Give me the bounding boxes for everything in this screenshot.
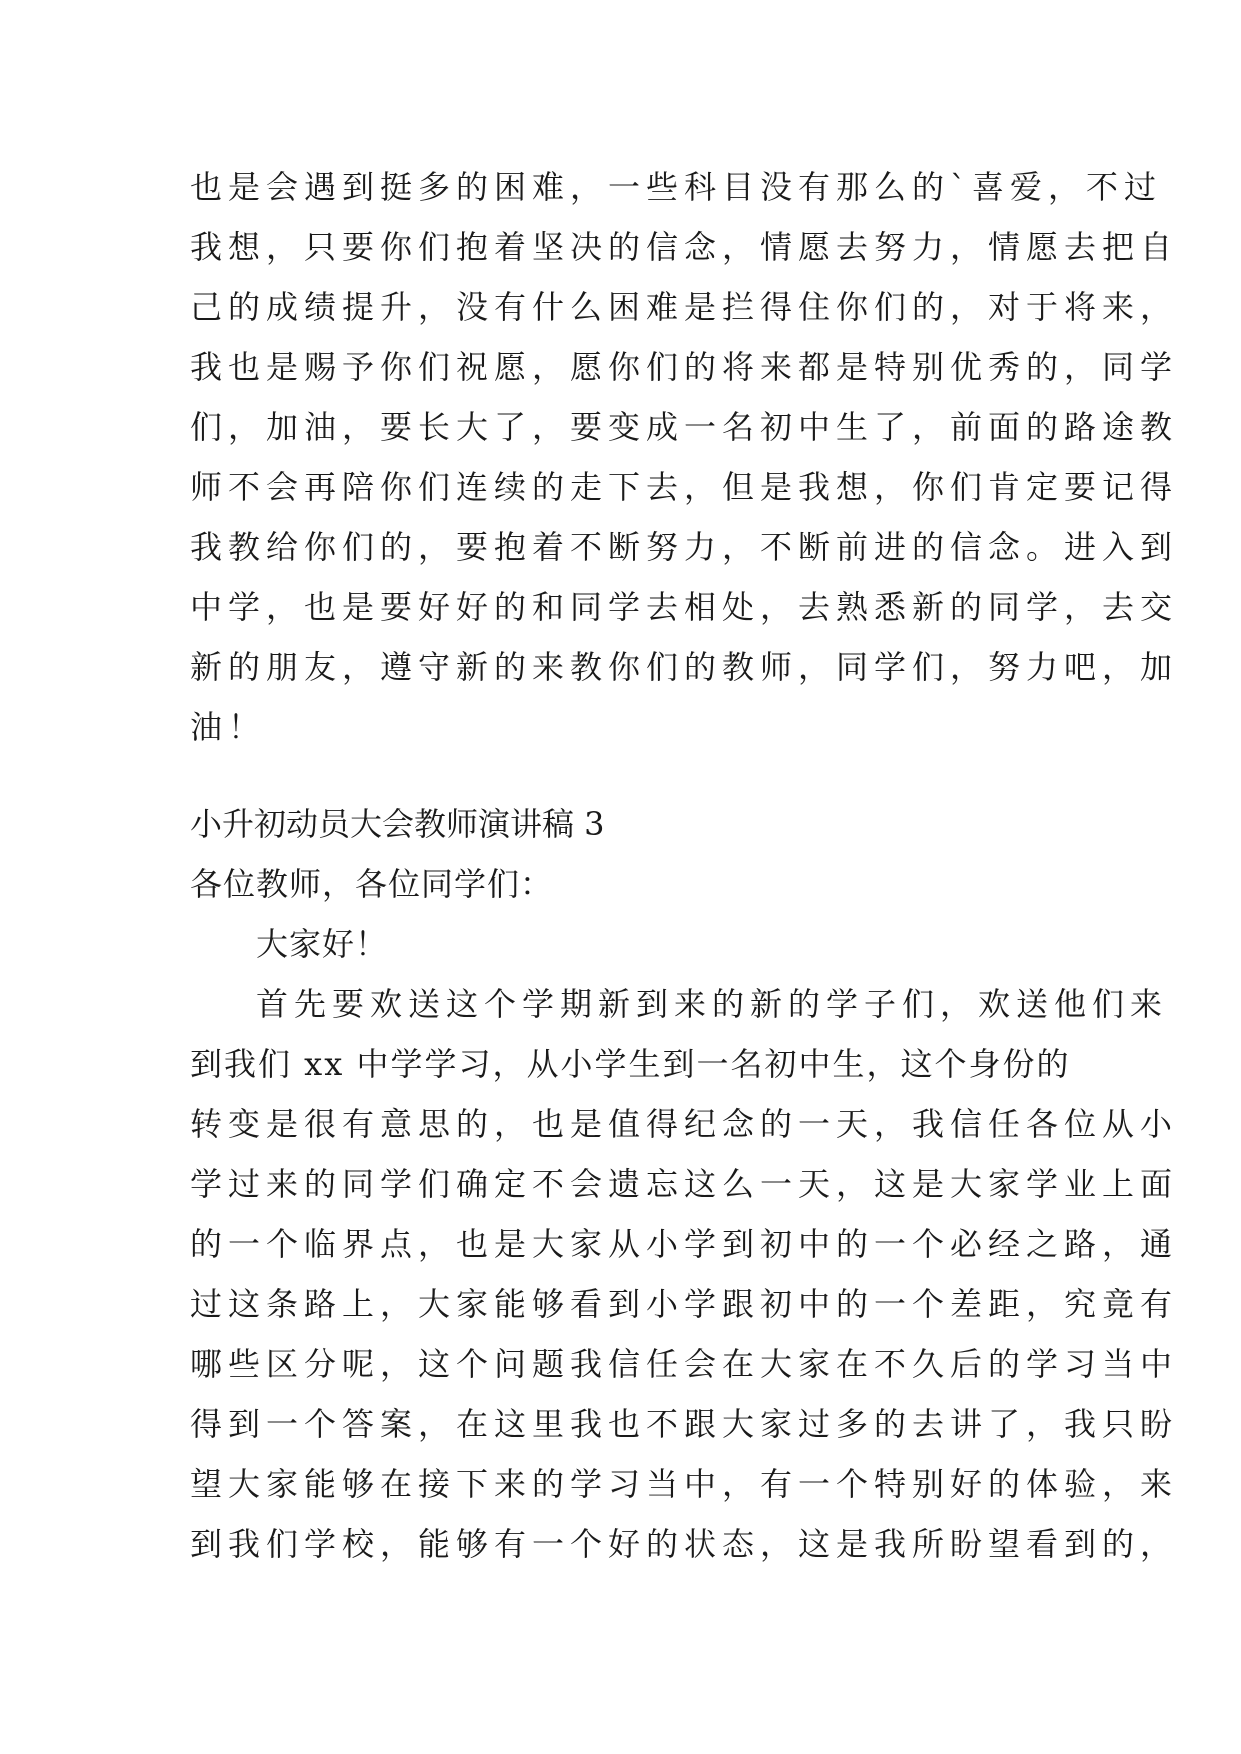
text-line: 也是会遇到挺多的困难，一些科目没有那么的`喜爱，不过: [190, 168, 1163, 206]
text-line: 中学，也是要好好的和同学去相处，去熟悉新的同学，去交: [190, 588, 1179, 626]
section-3: [190, 794, 1179, 1574]
text-line: 的一个临界点，也是大家从小学到初中的一个必经之路，通: [190, 1225, 1179, 1263]
section-title: 小升初动员大会教师演讲稿 3: [190, 805, 605, 843]
text-line: 学过来的同学们确定不会遗忘这么一天，这是大家学业上面: [190, 1165, 1179, 1203]
text-line: 油！: [190, 708, 267, 746]
paragraph-continuation: [190, 157, 1179, 757]
text-line: 首先要欢送这个学期新到来的新的学子们，欢送他们来: [256, 985, 1169, 1023]
text-line: 到我们学校，能够有一个好的状态，这是我所盼望看到的，: [190, 1525, 1179, 1563]
text-line: 我想，只要你们抱着坚决的信念，情愿去努力，情愿去把自: [190, 228, 1179, 266]
text-line: 己的成绩提升，没有什么困难是拦得住你们的，对于将来，: [190, 288, 1179, 326]
text-line: 哪些区分呢，这个问题我信任会在大家在不久后的学习当中: [190, 1345, 1179, 1383]
text-line: 们，加油，要长大了，要变成一名初中生了，前面的路途教: [190, 408, 1179, 446]
text-line: 望大家能够在接下来的学习当中，有一个特别好的体验，来: [190, 1465, 1179, 1503]
text-line: 师不会再陪你们连续的走下去，但是我想，你们肯定要记得: [190, 468, 1179, 506]
greeting: 大家好！: [256, 925, 389, 963]
text-line: 得到一个答案，在这里我也不跟大家过多的去讲了，我只盼: [190, 1405, 1179, 1443]
text-line: 我也是赐予你们祝愿，愿你们的将来都是特别优秀的，同学: [190, 348, 1179, 386]
salutation: 各位教师，各位同学们：: [190, 865, 554, 903]
text-line: 过这条路上，大家能够看到小学跟初中的一个差距，究竟有: [190, 1285, 1179, 1323]
text-line: 到我们 xx 中学学习，从小学生到一名初中生，这个身份的: [190, 1045, 1071, 1083]
text-line: 新的朋友，遵守新的来教你们的教师，同学们，努力吧，加: [190, 648, 1179, 686]
text-line: 转变是很有意思的，也是值得纪念的一天，我信任各位从小: [190, 1105, 1179, 1143]
text-line: 我教给你们的，要抱着不断努力，不断前进的信念。进入到: [190, 528, 1179, 566]
